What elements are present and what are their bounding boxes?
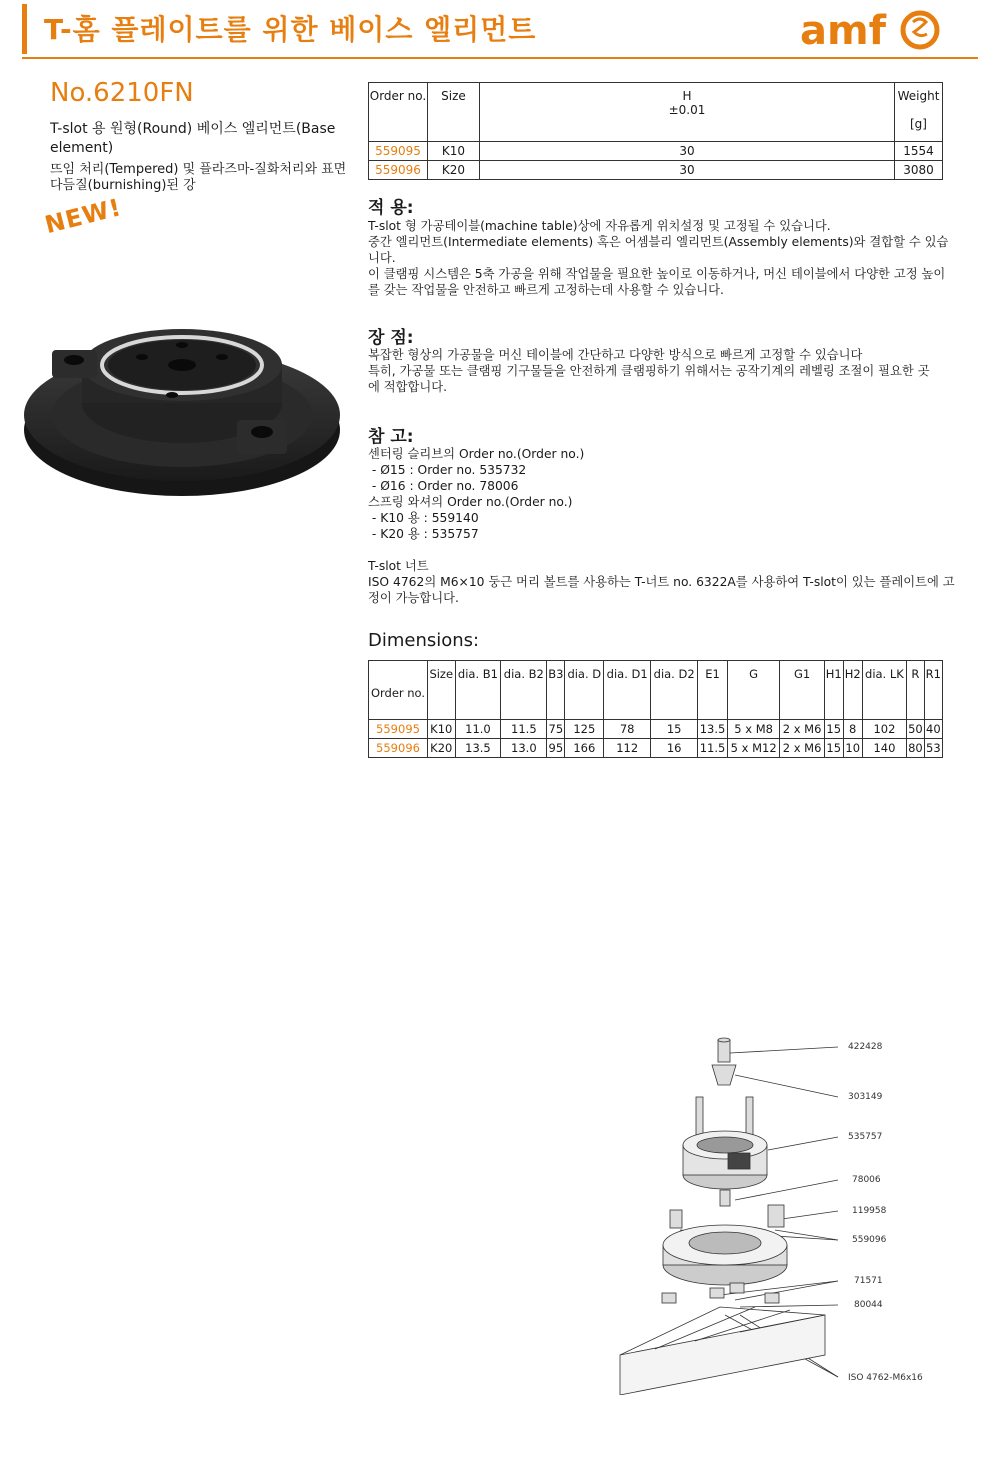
dim-col-header: G1 bbox=[780, 661, 824, 720]
dim-cell: 11.0 bbox=[455, 720, 501, 739]
dim-cell: 15 bbox=[824, 739, 843, 758]
exploded-assembly-diagram bbox=[600, 1025, 940, 1395]
order-link[interactable]: 559096 bbox=[369, 161, 428, 180]
dim-cell: 112 bbox=[604, 739, 651, 758]
page-title: T-홈 플레이트를 위한 베이스 엘리먼트 bbox=[44, 13, 537, 46]
dim-cell: 2 x M6 bbox=[780, 720, 824, 739]
dim-col-header: dia. D1 bbox=[604, 661, 651, 720]
header-divider bbox=[22, 57, 978, 59]
notes-text bbox=[368, 446, 955, 606]
dim-cell: 15 bbox=[651, 720, 698, 739]
dim-cell: 95 bbox=[547, 739, 565, 758]
dim-cell: 13.0 bbox=[501, 739, 547, 758]
col-order: Order no. bbox=[369, 83, 428, 142]
col-weight-unit: [g] bbox=[910, 117, 927, 131]
weight-cell: 3080 bbox=[895, 161, 943, 180]
h-cell: 30 bbox=[480, 161, 895, 180]
dim-cell: 78 bbox=[604, 720, 651, 739]
dim-cell: 10 bbox=[843, 739, 862, 758]
dim-cell: 13.5 bbox=[698, 720, 728, 739]
dim-col-header: Size bbox=[428, 661, 456, 720]
col-weight bbox=[895, 83, 943, 142]
dim-cell: 2 x M6 bbox=[780, 739, 824, 758]
spec-table bbox=[368, 82, 943, 180]
col-h bbox=[480, 83, 895, 142]
dim-col-header: Order no. bbox=[369, 661, 428, 720]
product-image bbox=[22, 325, 342, 500]
dim-col-header: dia. D2 bbox=[651, 661, 698, 720]
dim-cell: 11.5 bbox=[698, 739, 728, 758]
dim-col-header: dia. B1 bbox=[455, 661, 501, 720]
callout-label: 303149 bbox=[848, 1092, 883, 1102]
notes-line: - Ø16 : Order no. 78006 bbox=[368, 479, 519, 493]
dim-cell: K10 bbox=[428, 720, 456, 739]
callout-label: 71571 bbox=[854, 1276, 883, 1286]
callout-label: 80044 bbox=[854, 1300, 883, 1310]
dim-col-header: R1 bbox=[924, 661, 942, 720]
table-row bbox=[369, 161, 943, 180]
notes-line bbox=[368, 542, 943, 558]
order-link[interactable]: 559095 bbox=[369, 142, 428, 161]
table-row bbox=[369, 739, 943, 758]
page-header bbox=[0, 0, 1000, 60]
dimensions-heading: Dimensions: bbox=[368, 630, 480, 651]
callout-label: 78006 bbox=[852, 1175, 881, 1185]
dim-cell: 13.5 bbox=[455, 739, 501, 758]
callout-label: 422428 bbox=[848, 1042, 883, 1052]
size-cell: K20 bbox=[428, 161, 480, 180]
dim-cell: 166 bbox=[565, 739, 604, 758]
notes-heading: 참 고: bbox=[368, 427, 414, 447]
dim-cell: K20 bbox=[428, 739, 456, 758]
advantages-line: 특히, 가공물 또는 클램핑 기구물들을 안전하게 클램핑하기 위해서는 공작기계의 레벨링 조절이 필요한 곳 bbox=[368, 364, 930, 378]
dim-cell: 16 bbox=[651, 739, 698, 758]
dim-col-header: H2 bbox=[843, 661, 862, 720]
dim-col-header: dia. LK bbox=[862, 661, 907, 720]
advantages-line: 에 적합합니다. bbox=[368, 380, 448, 394]
dim-cell: 102 bbox=[862, 720, 907, 739]
notes-line: 스프링 와셔의 Order no.(Order no.) bbox=[368, 495, 573, 509]
advantages-line: 복잡한 형상의 가공물을 머신 테이블에 간단하고 다양한 방식으로 빠르게 고정할 수 있습니다 bbox=[368, 348, 863, 362]
product-material: 뜨임 처리(Tempered) 및 플라즈마-질화처리와 표면다듬질(burnishing)된 강 bbox=[50, 162, 347, 193]
dim-col-header: E1 bbox=[698, 661, 728, 720]
advantages-text bbox=[368, 347, 943, 395]
callout-label: 535757 bbox=[848, 1132, 883, 1142]
dim-col-header: dia. D bbox=[565, 661, 604, 720]
dim-cell: 5 x M12 bbox=[727, 739, 780, 758]
application-line: 니다. bbox=[368, 251, 396, 265]
application-line: 중간 엘리먼트(Intermediate elements) 혹은 어셈블리 엘리먼트(Assembly elements)와 결합할 수 있습 bbox=[368, 235, 949, 249]
col-h-tolerance: ±0.01 bbox=[668, 103, 706, 117]
dim-cell: 53 bbox=[924, 739, 942, 758]
dim-col-header: B3 bbox=[547, 661, 565, 720]
application-line: 이 클램핑 시스템은 5축 가공을 위해 작업물을 필요한 높이로 이동하거나, 머신 테이블에서 다양한 고정 높이 bbox=[368, 267, 946, 281]
notes-line: T-slot 너트 bbox=[368, 559, 429, 573]
size-cell: K10 bbox=[428, 142, 480, 161]
callout-label: ISO 4762-M6x16 bbox=[848, 1373, 923, 1383]
table-row bbox=[369, 142, 943, 161]
logo-text: amf bbox=[800, 8, 887, 54]
application-heading: 적 용: bbox=[368, 198, 414, 218]
dim-cell: 40 bbox=[924, 720, 942, 739]
col-h-label: H bbox=[682, 89, 692, 103]
dim-cell: 8 bbox=[843, 720, 862, 739]
application-text bbox=[368, 218, 949, 298]
product-number: No.6210FN bbox=[50, 78, 194, 108]
h-cell: 30 bbox=[480, 142, 895, 161]
dim-col-header: H1 bbox=[824, 661, 843, 720]
header-accent-bar bbox=[22, 4, 27, 54]
advantages-heading: 장 점: bbox=[368, 328, 414, 348]
notes-line: - Ø15 : Order no. 535732 bbox=[368, 463, 527, 477]
application-line: T-slot 형 가공테이블(machine table)상에 자유롭게 위치설정 및 고정될 수 있습니다. bbox=[368, 219, 831, 233]
dim-cell: 80 bbox=[907, 739, 924, 758]
notes-line: 센터링 슬리브의 Order no.(Order no.) bbox=[368, 447, 585, 461]
dim-col-header: R bbox=[907, 661, 924, 720]
dim-cell: 75 bbox=[547, 720, 565, 739]
dim-cell: 140 bbox=[862, 739, 907, 758]
weight-cell: 1554 bbox=[895, 142, 943, 161]
dimensions-table bbox=[368, 660, 943, 758]
amf-logo bbox=[800, 4, 950, 54]
col-weight-label: Weight bbox=[897, 89, 940, 103]
application-line: 를 갖는 작업물을 안전하고 빠르게 고정하는데 사용할 수 있습니다. bbox=[368, 283, 724, 297]
notes-line: 정이 가능합니다. bbox=[368, 591, 459, 605]
dim-col-header: G bbox=[727, 661, 780, 720]
callout-label: 119958 bbox=[852, 1206, 887, 1216]
col-size: Size bbox=[428, 83, 480, 142]
dim-cell: 5 x M8 bbox=[727, 720, 780, 739]
new-badge: NEW! bbox=[42, 193, 125, 240]
notes-line: - K10 용 : 559140 bbox=[368, 511, 479, 525]
callout-label: 559096 bbox=[852, 1235, 887, 1245]
dim-cell: 15 bbox=[824, 720, 843, 739]
notes-line: - K20 용 : 535757 bbox=[368, 527, 479, 541]
order-link[interactable]: 559095 bbox=[369, 720, 428, 739]
dim-col-header: dia. B2 bbox=[501, 661, 547, 720]
notes-line: ISO 4762의 M6×10 둥근 머리 볼트를 사용하는 T-너트 no. 6322A를 사용하여 T-slot이 있는 플레이트에 고 bbox=[368, 575, 955, 589]
dim-cell: 50 bbox=[907, 720, 924, 739]
dim-cell: 11.5 bbox=[501, 720, 547, 739]
product-subtitle: T-slot 용 원형(Round) 베이스 엘리먼트(Base element) bbox=[50, 121, 336, 156]
dim-cell: 125 bbox=[565, 720, 604, 739]
table-row bbox=[369, 720, 943, 739]
order-link[interactable]: 559096 bbox=[369, 739, 428, 758]
